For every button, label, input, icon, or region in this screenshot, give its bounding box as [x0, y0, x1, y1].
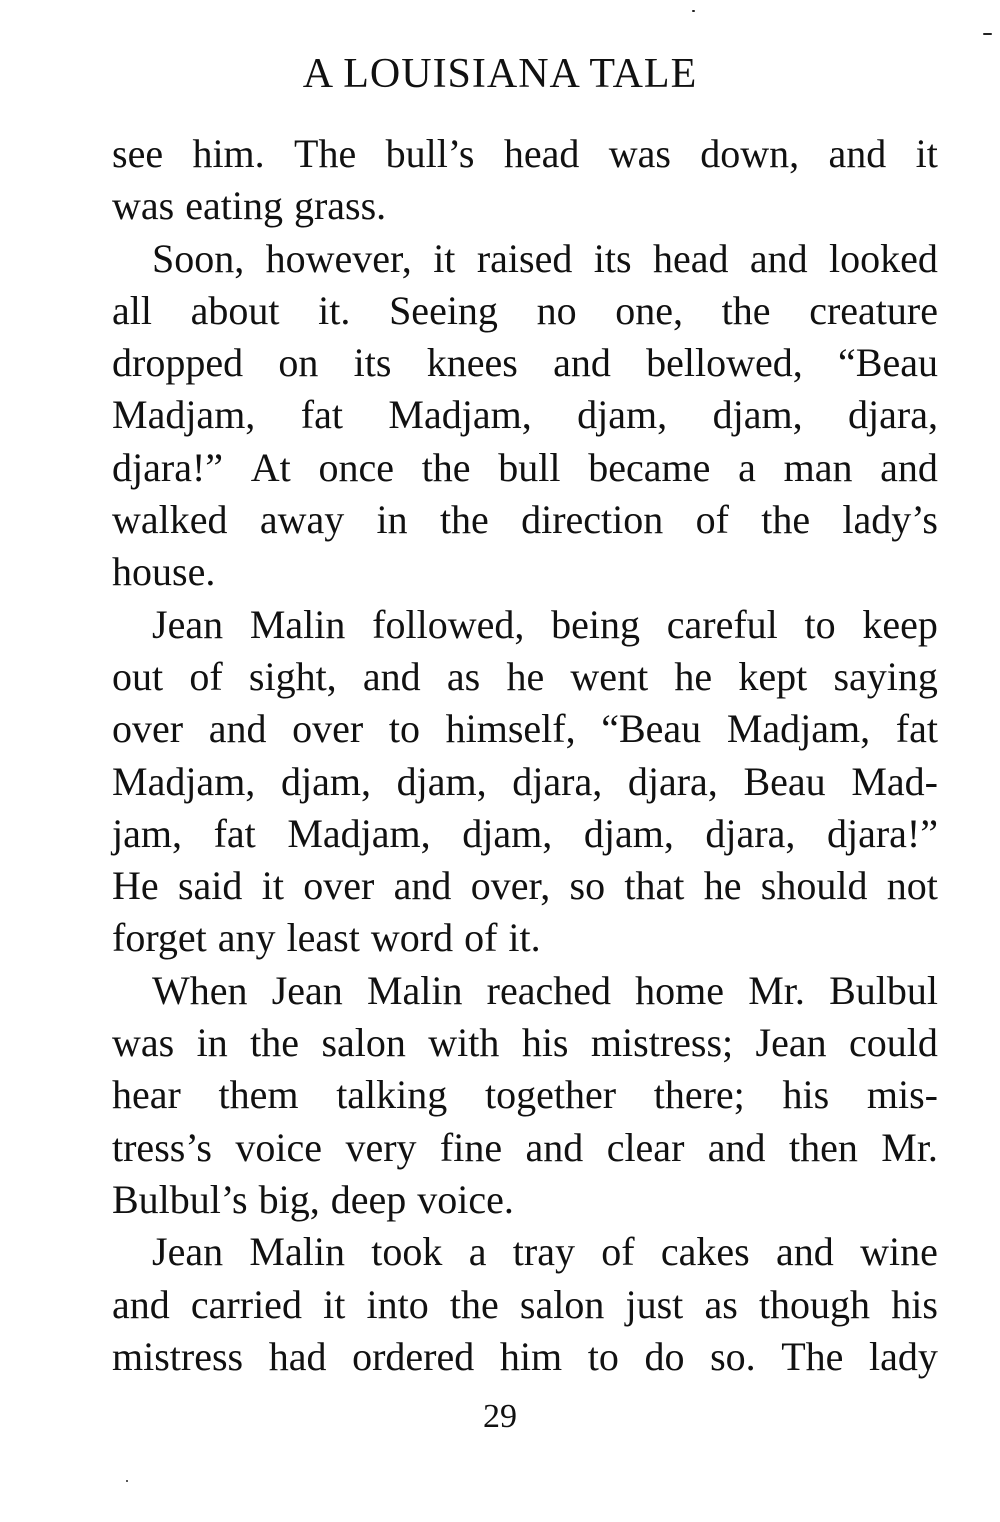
word: no — [536, 287, 577, 333]
text-line — [112, 128, 938, 180]
word: “Beau — [838, 340, 938, 386]
word: forget — [112, 915, 207, 961]
text-line — [112, 703, 938, 755]
word: and — [393, 863, 452, 909]
word: fat — [213, 810, 256, 856]
word: djara, — [512, 758, 603, 804]
word: cakes — [660, 1229, 750, 1275]
word: the — [439, 497, 489, 543]
word: looked — [829, 235, 938, 281]
word: and — [776, 1229, 834, 1275]
word: word — [370, 915, 454, 961]
text-line — [112, 1069, 938, 1121]
text-line — [112, 1122, 938, 1174]
word: djara, — [627, 758, 718, 804]
word: Malin — [249, 601, 346, 647]
word: talking — [336, 1072, 448, 1118]
word: and — [880, 444, 938, 490]
word: Mr. — [881, 1124, 938, 1170]
text-line — [112, 546, 938, 598]
word: the — [250, 1020, 300, 1066]
word: as — [704, 1281, 738, 1327]
word: kept — [738, 653, 808, 699]
word: its — [353, 340, 392, 386]
word: raised — [476, 235, 573, 281]
word: and — [112, 1281, 170, 1327]
word: of — [601, 1229, 635, 1275]
word: the — [721, 287, 771, 333]
word: direction — [521, 497, 664, 543]
word: the — [421, 444, 471, 490]
text-line — [112, 1331, 938, 1383]
word: and — [208, 706, 267, 752]
word: he — [506, 653, 545, 699]
word: Madjam, — [112, 392, 256, 438]
word: do — [644, 1333, 685, 1379]
word: it. — [508, 915, 541, 961]
word: he — [674, 653, 713, 699]
word: Soon, — [152, 235, 245, 281]
word: Madjam, — [112, 758, 256, 804]
word: djam, — [280, 758, 371, 804]
text-line — [112, 337, 938, 389]
text-line — [112, 442, 938, 494]
word: Malin — [249, 1229, 345, 1275]
text-line — [112, 808, 938, 860]
word: over — [303, 863, 375, 909]
word: all — [112, 287, 152, 333]
word: about — [190, 287, 280, 333]
word: as — [446, 653, 481, 699]
word: was — [112, 1020, 175, 1066]
word: his — [891, 1281, 938, 1327]
word: it — [323, 1281, 346, 1327]
word: together — [484, 1072, 617, 1118]
word: saying — [833, 653, 938, 699]
word: the — [761, 497, 811, 543]
word: bull’s — [385, 131, 475, 176]
word: see — [112, 131, 164, 176]
word: over — [112, 706, 184, 752]
word: a — [468, 1229, 487, 1275]
word: jam, — [112, 810, 182, 856]
word: djam, — [583, 810, 674, 856]
word: so — [569, 863, 606, 909]
word: Jean — [152, 601, 224, 647]
print-speck — [983, 33, 992, 35]
word: He — [112, 863, 159, 909]
word: it. — [318, 287, 351, 333]
text-line — [112, 233, 938, 285]
word: mistress — [112, 1333, 244, 1379]
word: a — [738, 444, 756, 490]
word: being — [551, 601, 640, 647]
word: walked — [112, 497, 228, 543]
word: once — [318, 444, 394, 490]
word: Bulbul — [829, 967, 938, 1013]
text-line — [112, 1279, 938, 1331]
word: grass. — [293, 183, 387, 229]
word: ordered — [352, 1333, 475, 1379]
word: and — [828, 131, 887, 176]
word: keep — [862, 601, 938, 647]
word: big, — [258, 1176, 320, 1222]
word: tray — [512, 1229, 575, 1275]
word: Malin — [366, 967, 463, 1013]
word: to — [804, 601, 836, 647]
word: it — [915, 131, 938, 176]
word: careful — [666, 601, 778, 647]
word: lady — [869, 1333, 938, 1379]
text-line — [112, 1017, 938, 1069]
word: them — [218, 1072, 299, 1118]
word: djam, — [577, 392, 668, 438]
word: and — [362, 653, 421, 699]
text-line — [112, 389, 938, 441]
word: Jean — [755, 1020, 827, 1066]
word: on — [278, 340, 319, 386]
word: he — [703, 863, 742, 909]
word: not — [886, 863, 938, 909]
word: Jean — [271, 967, 343, 1013]
word: out — [112, 653, 164, 699]
word: Seeing — [389, 287, 498, 333]
word: in — [376, 497, 408, 543]
word: voice. — [417, 1176, 514, 1222]
word: dropped — [112, 340, 244, 386]
word: of — [695, 497, 729, 543]
word: to — [587, 1333, 619, 1379]
text-line — [112, 860, 938, 912]
word: however, — [265, 235, 412, 281]
word: Beau — [743, 758, 826, 804]
text-line — [112, 756, 938, 808]
word: with — [428, 1020, 500, 1066]
word: took — [371, 1229, 443, 1275]
body-text — [112, 128, 938, 1383]
word: over — [292, 706, 364, 752]
word: Madjam, — [726, 706, 871, 752]
word: sight, — [248, 653, 337, 699]
word: salon — [519, 1281, 605, 1327]
word: followed, — [372, 601, 525, 647]
word: fat — [300, 392, 343, 438]
word: there; — [653, 1072, 745, 1118]
word: could — [849, 1020, 938, 1066]
word: djara, — [848, 392, 938, 438]
word: and — [553, 340, 611, 386]
word: lady’s — [842, 497, 938, 543]
word: mistress; — [590, 1020, 734, 1066]
word: over, — [470, 863, 551, 909]
word: deep — [330, 1176, 407, 1222]
word: and — [749, 235, 808, 281]
word: creature — [809, 287, 938, 333]
word: him — [499, 1333, 563, 1379]
word: his — [782, 1072, 830, 1118]
word: very — [345, 1124, 417, 1170]
text-line — [112, 651, 938, 703]
word: just — [625, 1281, 684, 1327]
word: Bulbul’s — [112, 1176, 248, 1222]
word: away — [259, 497, 345, 543]
print-speck — [126, 1480, 128, 1482]
word: and — [525, 1124, 584, 1170]
word: Jean — [152, 1229, 224, 1275]
word: became — [588, 444, 711, 490]
word: should — [760, 863, 868, 909]
word: The — [294, 131, 357, 176]
word: man — [783, 444, 853, 490]
word: was — [608, 131, 671, 176]
word: had — [268, 1333, 327, 1379]
word: though — [758, 1281, 871, 1327]
word: djam, — [462, 810, 553, 856]
word: reached — [486, 967, 611, 1013]
word: its — [593, 235, 632, 281]
word: then — [788, 1124, 858, 1170]
word: carried — [190, 1281, 302, 1327]
word: djara!” — [112, 444, 224, 490]
word: tress’s — [112, 1124, 212, 1170]
text-line — [112, 912, 938, 964]
word: The — [781, 1333, 844, 1379]
word: “Beau — [601, 706, 702, 752]
word: Madjam, — [388, 392, 532, 438]
word: Mad- — [851, 758, 938, 804]
word: it — [433, 235, 456, 281]
word: fine — [439, 1124, 503, 1170]
word: it — [261, 863, 284, 909]
word: At — [250, 444, 291, 490]
word: hear — [112, 1072, 181, 1118]
word: least — [286, 915, 360, 961]
word: down, — [700, 131, 800, 176]
word: bull — [498, 444, 561, 490]
text-line — [112, 1174, 938, 1226]
word: wine — [860, 1229, 938, 1275]
word: eating — [185, 183, 283, 229]
word: salon — [321, 1020, 406, 1066]
word: of — [189, 653, 223, 699]
word: into — [366, 1281, 429, 1327]
word: djara!” — [826, 810, 938, 856]
word: in — [196, 1020, 228, 1066]
word: djam, — [396, 758, 487, 804]
text-line — [112, 965, 938, 1017]
word: so. — [710, 1333, 756, 1379]
word: and — [707, 1124, 766, 1170]
word: When — [152, 967, 248, 1013]
word: bellowed, — [646, 340, 803, 386]
page-number: 29 — [483, 1398, 517, 1435]
word: mis- — [866, 1072, 938, 1118]
word: to — [388, 706, 420, 752]
word: any — [217, 915, 276, 961]
word: his — [521, 1020, 569, 1066]
word: knees — [426, 340, 518, 386]
word: Mr. — [748, 967, 805, 1013]
running-head: A LOUISIANA TALE — [302, 51, 698, 97]
text-line — [112, 599, 938, 651]
text-line — [112, 180, 938, 232]
word: Madjam, — [287, 810, 431, 856]
word: djara, — [705, 810, 796, 856]
word: head — [503, 131, 580, 176]
word: went — [570, 653, 649, 699]
text-line — [112, 285, 938, 337]
word: that — [624, 863, 685, 909]
word: said — [177, 863, 243, 909]
word: of — [464, 915, 498, 961]
print-speck — [692, 10, 695, 12]
word: clear — [606, 1124, 685, 1170]
word: himself, — [445, 706, 576, 752]
word: head — [652, 235, 729, 281]
word: voice — [235, 1124, 323, 1170]
text-line — [112, 494, 938, 546]
word: home — [635, 967, 725, 1013]
word: him. — [192, 131, 265, 176]
text-line — [112, 1226, 938, 1278]
word: one, — [615, 287, 684, 333]
word: house. — [112, 549, 216, 595]
word: was — [112, 183, 175, 229]
word: the — [449, 1281, 499, 1327]
word: fat — [895, 706, 938, 752]
word: djam, — [712, 392, 803, 438]
